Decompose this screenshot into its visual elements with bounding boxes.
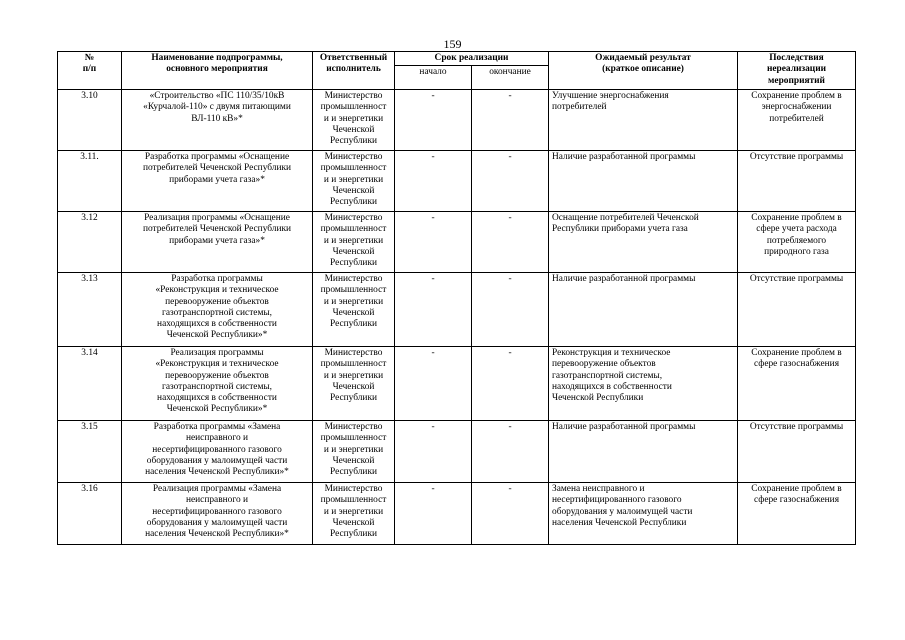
row-consequences: Сохранение проблем в энергоснабжении потребителей	[738, 90, 856, 151]
row-name: Реализация программы «Оснащение потребителей Чеченской Республики приборами учета газа»*	[122, 212, 313, 273]
row-result: Замена неисправного и несертифицированного газового оборудования у малоимущей части населения Чеченской Республики	[549, 483, 738, 545]
row-consequences: Отсутствие программы	[738, 273, 856, 347]
row-name: Реализация программы «Замена неисправного и несертифицированного газового оборудования у малоимущей части населения Чеченской Республики»*	[122, 483, 313, 545]
row-num: 3.11.	[58, 151, 122, 212]
row-end: -	[472, 273, 549, 347]
row-end: -	[472, 212, 549, 273]
row-end: -	[472, 421, 549, 483]
header-consequences: Последствия нереализации мероприятий	[738, 52, 856, 90]
table-row	[58, 483, 856, 545]
page-number: 159	[443, 37, 462, 51]
row-responsible: Министерство промышленност и и энергетики Чеченской Республики	[313, 483, 395, 545]
table-row	[58, 421, 856, 483]
row-consequences: Отсутствие программы	[738, 151, 856, 212]
row-name: «Строительство «ПС 110/35/10кВ «Курчалой-110» с двумя питающими ВЛ-110 кВ»*	[122, 90, 313, 151]
row-consequences: Сохранение проблем в сфере учета расхода потребляемого природного газа	[738, 212, 856, 273]
measures-table	[57, 51, 856, 545]
row-responsible: Министерство промышленност и и энергетики Чеченской Республики	[313, 151, 395, 212]
table-body	[58, 90, 856, 545]
row-num: 3.13	[58, 273, 122, 347]
row-num: 3.15	[58, 421, 122, 483]
row-end: -	[472, 151, 549, 212]
table-row	[58, 273, 856, 347]
row-result: Наличие разработанной программы	[549, 151, 738, 212]
row-name: Разработка программы «Оснащение потребителей Чеченской Республики приборами учета газа»*	[122, 151, 313, 212]
row-end: -	[472, 483, 549, 545]
row-num: 3.12	[58, 212, 122, 273]
row-responsible: Министерство промышленност и и энергетики Чеченской Республики	[313, 421, 395, 483]
row-start: -	[395, 347, 472, 421]
row-num: 3.16	[58, 483, 122, 545]
row-start: -	[395, 273, 472, 347]
row-result: Наличие разработанной программы	[549, 273, 738, 347]
row-start: -	[395, 421, 472, 483]
row-responsible: Министерство промышленност и и энергетики Чеченской Республики	[313, 90, 395, 151]
header-num: № п/п	[58, 52, 122, 90]
row-start: -	[395, 483, 472, 545]
row-name: Разработка программы «Реконструкция и техническое перевооружение объектов газотранспортной системы, находящихся в собственности Чеченской Республики»*	[122, 273, 313, 347]
row-result: Улучшение энергоснабжения потребителей	[549, 90, 738, 151]
row-start: -	[395, 151, 472, 212]
table-row	[58, 347, 856, 421]
row-end: -	[472, 90, 549, 151]
row-consequences: Сохранение проблем в сфере газоснабжения	[738, 347, 856, 421]
row-result: Наличие разработанной программы	[549, 421, 738, 483]
header-name: Наименование подпрограммы, основного мероприятия	[122, 52, 313, 90]
table-row	[58, 90, 856, 151]
header-start: начало	[395, 66, 472, 90]
row-num: 3.10	[58, 90, 122, 151]
row-consequences: Сохранение проблем в сфере газоснабжения	[738, 483, 856, 545]
row-start: -	[395, 212, 472, 273]
row-end: -	[472, 347, 549, 421]
row-name: Реализация программы «Реконструкция и техническое перевооружение объектов газотранспортной системы, находящихся в собственности Чеченской Республики»*	[122, 347, 313, 421]
row-responsible: Министерство промышленност и и энергетики Чеченской Республики	[313, 347, 395, 421]
table-row	[58, 212, 856, 273]
header-end: окончание	[472, 66, 549, 90]
row-name: Разработка программы «Замена неисправного и несертифицированного газового оборудования у малоимущей части населения Чеченской Республики»*	[122, 421, 313, 483]
header-result: Ожидаемый результат (краткое описание)	[549, 52, 738, 90]
header-term: Срок реализации	[395, 52, 549, 66]
row-responsible: Министерство промышленност и и энергетики Чеченской Республики	[313, 273, 395, 347]
row-start: -	[395, 90, 472, 151]
row-result: Реконструкция и техническое перевооружение объектов газотранспортной системы, находящихся в собственности Чеченской Республики	[549, 347, 738, 421]
row-result: Оснащение потребителей Чеченской Республики приборами учета газа	[549, 212, 738, 273]
row-num: 3.14	[58, 347, 122, 421]
row-responsible: Министерство промышленност и и энергетики Чеченской Республики	[313, 212, 395, 273]
row-consequences: Отсутствие программы	[738, 421, 856, 483]
table-row	[58, 151, 856, 212]
header-responsible: Ответственный исполнитель	[313, 52, 395, 90]
